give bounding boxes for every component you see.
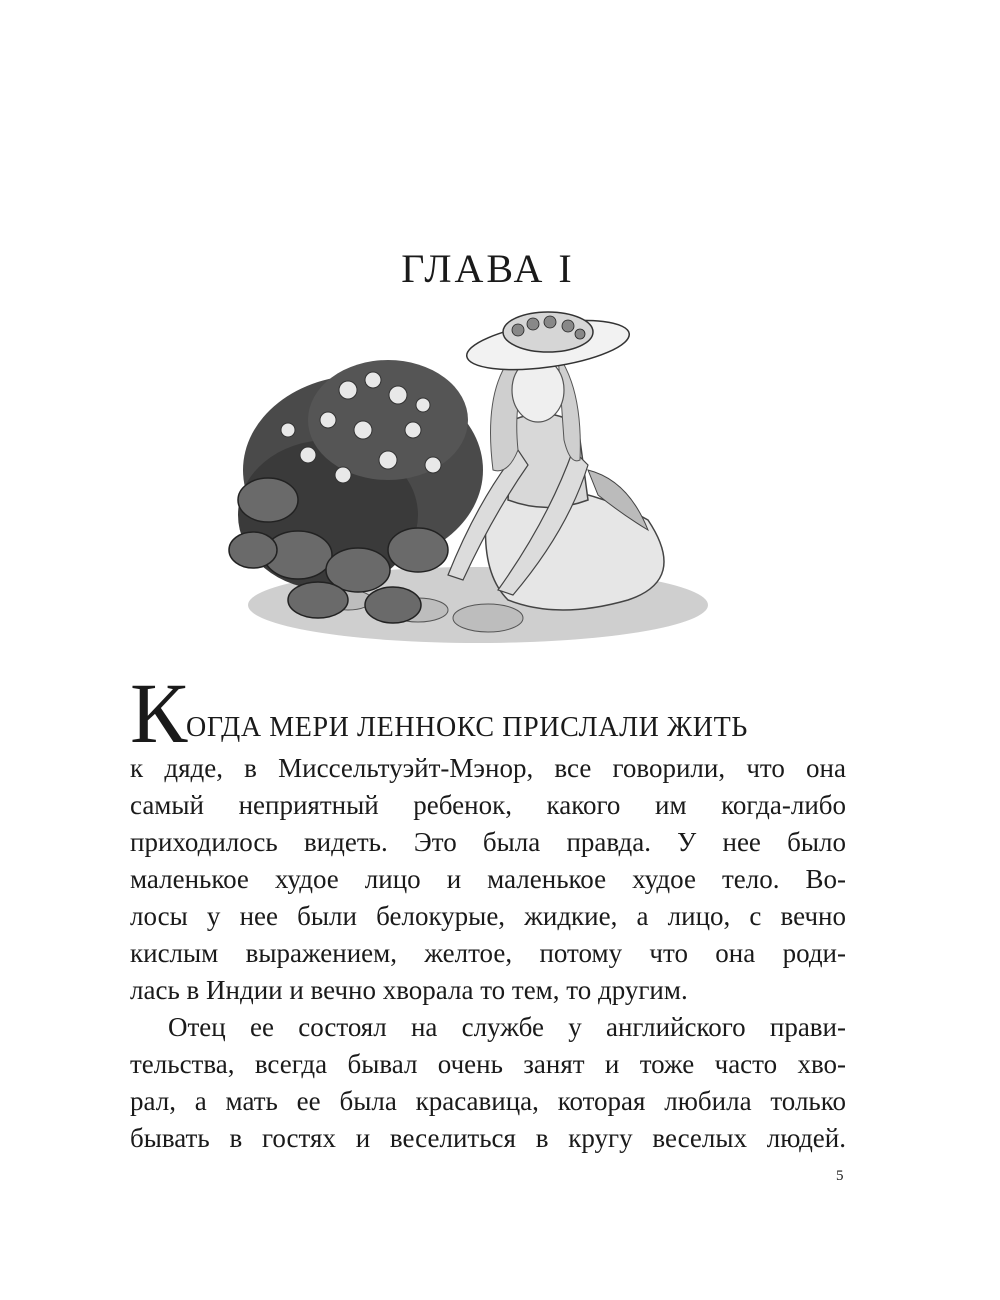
chapter-title: ГЛАВА I xyxy=(401,245,575,291)
text-line: рал, а мать ее была красавица, которая любила только xyxy=(130,1086,846,1116)
opening-line xyxy=(130,665,846,761)
paragraph-2 xyxy=(130,1009,846,1157)
page-number: 5 xyxy=(836,1168,844,1184)
text-line: самый неприятный ребенок, какого им когда-либо xyxy=(130,790,846,820)
text-line: лась в Индии и вечно хворала то тем, то другим. xyxy=(130,975,688,1005)
paragraph-1 xyxy=(130,750,846,1009)
text-line: к дяде, в Миссельтуэйт-Мэнор, все говорили, что она xyxy=(130,753,846,783)
text-line: приходилось видеть. Это была правда. У нее было xyxy=(130,827,846,857)
text-line: кислым выражением, желтое, потому что она роди- xyxy=(130,938,846,968)
chapter-body xyxy=(130,665,846,1157)
text-line: маленькое худое лицо и маленькое худое тело. Во- xyxy=(130,864,846,894)
drop-cap: К xyxy=(130,665,188,761)
text-line: тельства, всегда бывал очень занят и тоже часто хво- xyxy=(130,1049,846,1079)
text-line: лосы у нее были белокурые, жидкие, а лицо, с вечно xyxy=(130,901,846,931)
text-line: бывать в гостях и веселиться в кругу веселых людей. xyxy=(130,1123,846,1153)
opening-small-caps: ОГДА МЕРИ ЛЕННОКС ПРИСЛАЛИ ЖИТЬ xyxy=(186,712,748,743)
text-line: Отец ее состоял на службе у английского прави- xyxy=(168,1012,846,1042)
girl-in-garden-illustration xyxy=(228,300,708,650)
